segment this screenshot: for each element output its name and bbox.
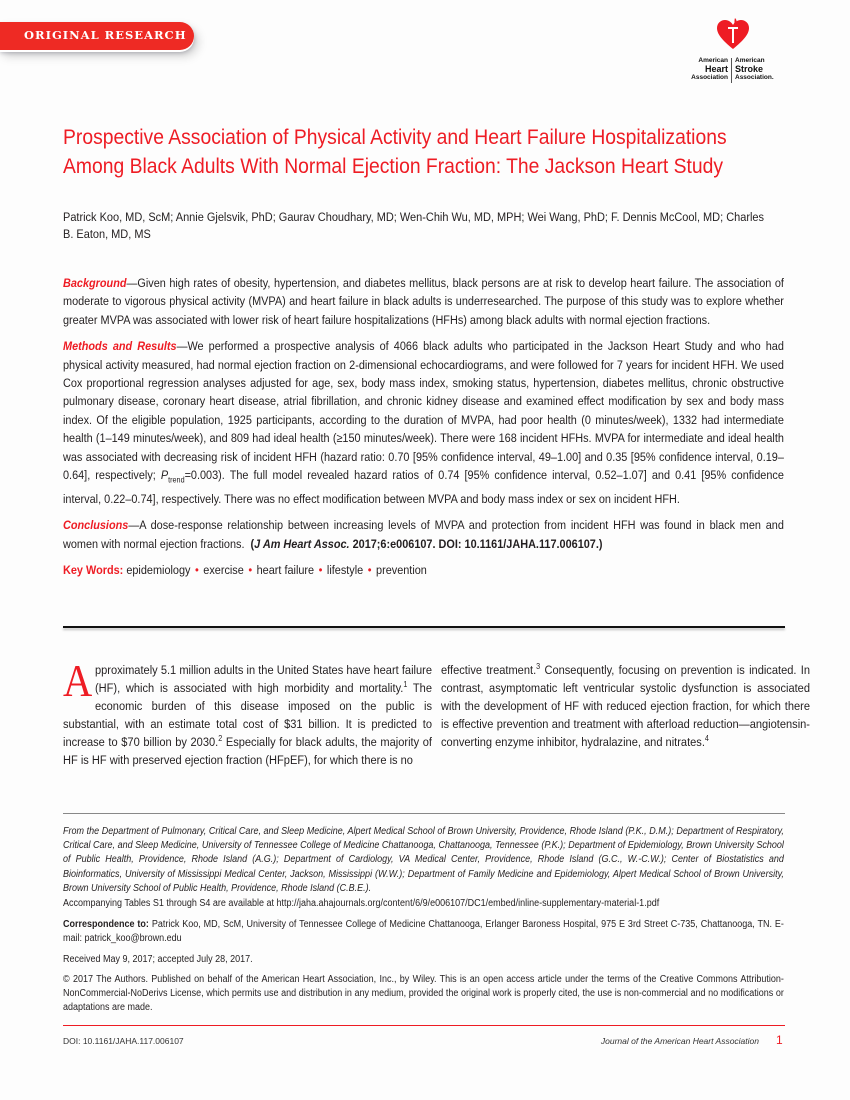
keyword: exercise: [203, 563, 244, 578]
bullet-icon: •: [318, 563, 323, 578]
abstract-conclusions: Conclusions—A dose-response relationship between increasing levels of MVPA and protection from incident HFH was found in black men and women with normal ejection fractions. (J Am Heart Assoc. 2017;6:e006107. DOI: 10.1161/JAHA.117.006107.): [63, 518, 784, 551]
reference-link[interactable]: 1: [403, 680, 408, 689]
keywords: [63, 561, 784, 579]
citation: (J Am Heart Assoc. 2017;6:e006107. DOI: 10.1161/JAHA.117.006107.): [250, 536, 603, 551]
correspondence-label: Correspondence to:: [63, 919, 149, 930]
logo-text-stroke: American Stroke Association.: [735, 57, 774, 81]
heart-torch-icon: [716, 18, 750, 50]
section-banner: [0, 22, 194, 50]
bullet-icon: •: [194, 563, 199, 578]
footnote-divider: [63, 813, 785, 814]
keyword: lifestyle: [326, 563, 364, 578]
footer-journal-name: Journal of the American Heart Association: [600, 1036, 759, 1046]
aha-asa-logo: [683, 16, 783, 81]
body-column-right: effective treatment.$^3$ Consequently, focusing on prevention is indicated. In contrast, asymptomatic left ventricular systolic dysfunction is associated with the development of HF with reduced ejection fraction, for which there is effective prevention and treatment with afterload reduction—angiotensin-converting enzyme inhibitor, hydralazine, and nitrates.$^4$: [441, 661, 810, 750]
logo-text-heart: American Heart Association: [691, 57, 728, 81]
abstract-divider: [63, 626, 785, 628]
keyword: epidemiology: [126, 563, 191, 578]
reference-link[interactable]: 3: [536, 661, 541, 671]
bullet-icon: •: [248, 563, 253, 578]
page-number: 1: [776, 1033, 783, 1047]
reference-link[interactable]: 4: [704, 734, 709, 744]
background-label: Background: [63, 276, 127, 290]
footer-doi: DOI: 10.1161/JAHA.117.006107: [63, 1036, 184, 1046]
supplement-note: Accompanying Tables S1 through S4 are available at http://jaha.ahajournals.org/content/6/9/e006107/DC1/embed/inline-supplementary-material-1.pdf: [63, 898, 660, 909]
keywords-label: Key Words:: [63, 563, 124, 578]
affiliations: From the Department of Pulmonary, Critical Care, and Sleep Medicine, Alpert Medical School of Brown University, Providence, Rhode Island (P.K., D.M.); Department of Respiratory, Critical Care, and Sleep Medicine, University of Tennessee College of Medicine Chattanooga, Chattanooga, Tennessee (P.K.); Department of Epidemiology, Brown University School of Public Health, Providence, Rhode Island (A.G.); Department of Cardiology, VA Medical Center, Providence, Rhode Island (G.C., W.-C.W.); Center of Biostatistics and Bioinformatics, University of Mississippi Medical Center, Jackson, Mississippi (W.W.); Department of Family Medicine and Epidemiology, Alpert Medical School of Brown University, Brown University School of Public Health, Providence, Rhode Island (C.B.E.).: [63, 826, 784, 894]
bullet-icon: •: [367, 563, 372, 578]
article-title: Prospective Association of Physical Activity and Heart Failure Hospitalizations Among Black Adults With Normal Ejection Fraction: The Jackson Heart Study: [63, 126, 727, 178]
keyword: prevention: [376, 563, 427, 578]
abstract: [63, 274, 784, 588]
abstract-methods: Methods and Results—We performed a prospective analysis of 4066 black adults who participated in the Jackson Heart Study and who had physical activity measured, had normal ejection fraction on 2-dimensional echocardiograms, and were followed for 7 years for incident HFH. We used Cox proportional regression analyses adjusted for age, sex, body mass index, smoking status, hypertension, diabetes mellitus, chronic obstructive pulmonary disease, coronary heart disease, atrial fibrillation, and chronic kidney disease and examined effect modification by sex and body mass index. Of the eligible population, 1925 participants, according to the duration of MVPA, had poor health (0 minutes/week), 1332 had intermediate health (1–149 minutes/week), and 809 had ideal health (≥150 minutes/week). There were 168 incident HFHs. MVPA for intermediate and ideal health was associated with decreasing risk of incident HFH (hazard ratio: 0.70 [95% confidence interval, 49–1.00] and 0.35 [95% confidence interval, 0.19–0.64], respectively; $P_{trend}=0.003$). The full model revealed hazard ratios of 0.74 [95% confidence interval, 0.52–1.07] and 0.41 [95% confidence interval, 0.22–0.74], respectively. There was no effect modification between MVPA and body mass index or sex on incident HFH.: [63, 339, 784, 506]
drop-cap: A: [63, 656, 93, 706]
methods-label: Methods and Results: [63, 339, 177, 354]
received-dates: Received May 9, 2017; accepted July 28, 2017.: [63, 954, 253, 965]
conclusions-label: Conclusions: [63, 518, 129, 533]
section-banner-label: ORIGINAL RESEARCH: [24, 28, 187, 42]
license-note: © 2017 The Authors. Published on behalf of the American Heart Association, Inc., by Wiley. This is an open access article under the terms of the Creative Commons Attribution-NonCommercial-NoDerivs License, which permits use and distribution in any medium, provided the original work is properly cited, the use is non-commercial and no modifications or adaptations are made.: [63, 974, 784, 1014]
footer-divider: [63, 1025, 785, 1026]
logo-divider: [731, 58, 732, 83]
abstract-background: Background—Given high rates of obesity, hypertension, and diabetes mellitus, black persons are at risk to develop heart failure. The association of moderate to vigorous physical activity (MVPA) and heart failure in black adults is underresearched. The purpose of this study was to explore whether greater MVPA was associated with lower risk of heart failure hospitalizations (HFHs) among black adults with normal ejection fractions.: [63, 276, 784, 327]
body-column-left: Approximately 5.1 million adults in the United States have heart failure (HF), which is associated with high morbidity and mortality.$^1$ The economic burden of this disease imposed on the public is substantial, with an estimate total cost of $31 billion. It is predicted to increase to $70 billion by 2030.$^2$ Especially for black adults, the majority of HF is HF with preserved ejection fraction (HFpEF), for which there is no: [63, 656, 432, 768]
reference-link[interactable]: 2: [218, 734, 223, 744]
author-list: Patrick Koo, MD, ScM; Annie Gjelsvik, PhD; Gaurav Choudhary, MD; Wen-Chih Wu, MD, MPH; Wei Wang, PhD; F. Dennis McCool, MD; Charles B. Eaton, MD, MS: [63, 210, 765, 241]
keyword: heart failure: [256, 563, 315, 578]
correspondence: Correspondence to: Patrick Koo, MD, ScM, University of Tennessee College of Medicine Chattanooga, Erlanger Baroness Hospital, 975 E 3rd Street C-735, Chattanooga, TN. E-mail: patrick_koo@brown.edu: [63, 919, 784, 945]
